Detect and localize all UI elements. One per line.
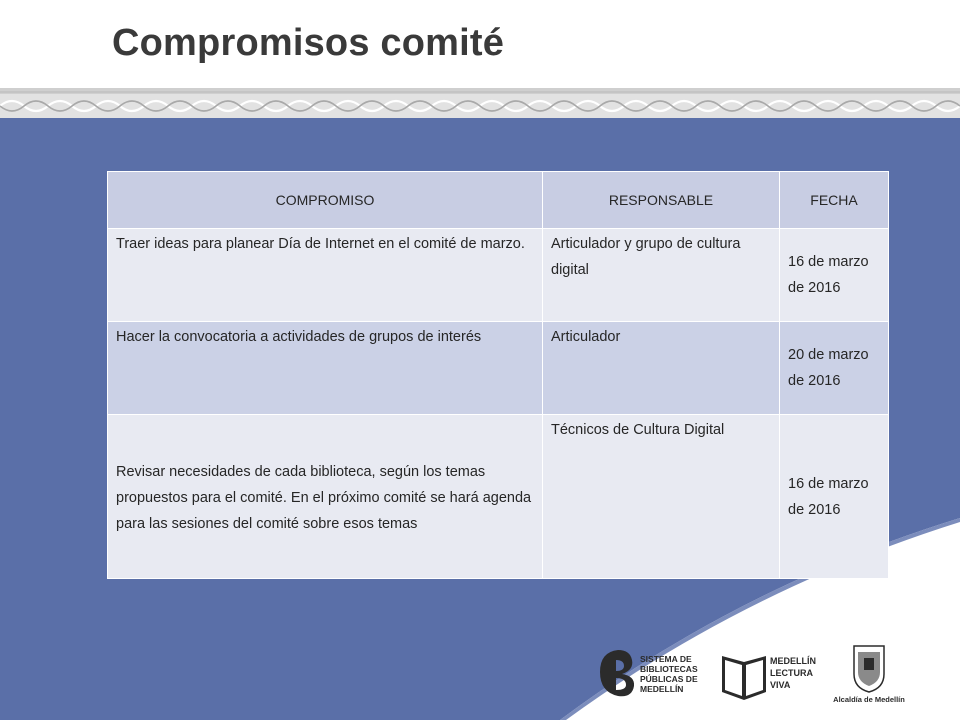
header-responsable: RESPONSABLE xyxy=(543,172,780,229)
bibliotecas-logo-icon xyxy=(600,650,634,696)
lectura-viva-logo xyxy=(722,656,816,700)
cell-compromiso: Hacer la convocatoria a actividades de grupos de interés xyxy=(108,322,543,415)
bibliotecas-line-2: BIBLIOTECAS xyxy=(640,664,698,674)
bibliotecas-line-3: PÚBLICAS DE xyxy=(640,674,698,684)
table-row xyxy=(108,322,889,415)
cell-fecha: 16 de marzo de 2016 xyxy=(780,415,889,579)
cell-responsable: Técnicos de Cultura Digital xyxy=(543,415,780,579)
table-header-row xyxy=(108,172,889,229)
lectura-line-3: VIVA xyxy=(770,680,791,690)
table-row xyxy=(108,415,889,579)
alcaldia-label: Alcaldía de Medellín xyxy=(833,695,905,704)
header-fecha: FECHA xyxy=(780,172,889,229)
slide-title: Compromisos comité xyxy=(112,22,505,64)
bibliotecas-line-1: SISTEMA DE xyxy=(640,654,692,664)
table-row xyxy=(108,229,889,322)
bibliotecas-logo xyxy=(600,650,698,696)
cell-responsable: Articulador xyxy=(543,322,780,415)
cell-compromiso: Traer ideas para planear Día de Internet en el comité de marzo. xyxy=(108,229,543,322)
cell-fecha: 16 de marzo de 2016 xyxy=(780,229,889,322)
open-book-icon xyxy=(722,656,766,700)
lectura-line-1: MEDELLÍN xyxy=(770,656,816,666)
lectura-line-2: LECTURA xyxy=(770,668,813,678)
alcaldia-logo xyxy=(833,646,905,704)
footer-logos xyxy=(594,640,934,706)
bibliotecas-line-4: MEDELLÍN xyxy=(640,684,684,694)
header-compromiso: COMPROMISO xyxy=(108,172,543,229)
commitments-table xyxy=(107,171,889,579)
cell-responsable: Articulador y grupo de cultura digital xyxy=(543,229,780,322)
cell-compromiso: Revisar necesidades de cada biblioteca, según los temas propuestos para el comité. En el próximo comité se hará agenda para las sesiones del comité sobre esos temas xyxy=(108,415,543,579)
commitments-table-container xyxy=(107,171,888,570)
cell-fecha: 20 de marzo de 2016 xyxy=(780,322,889,415)
